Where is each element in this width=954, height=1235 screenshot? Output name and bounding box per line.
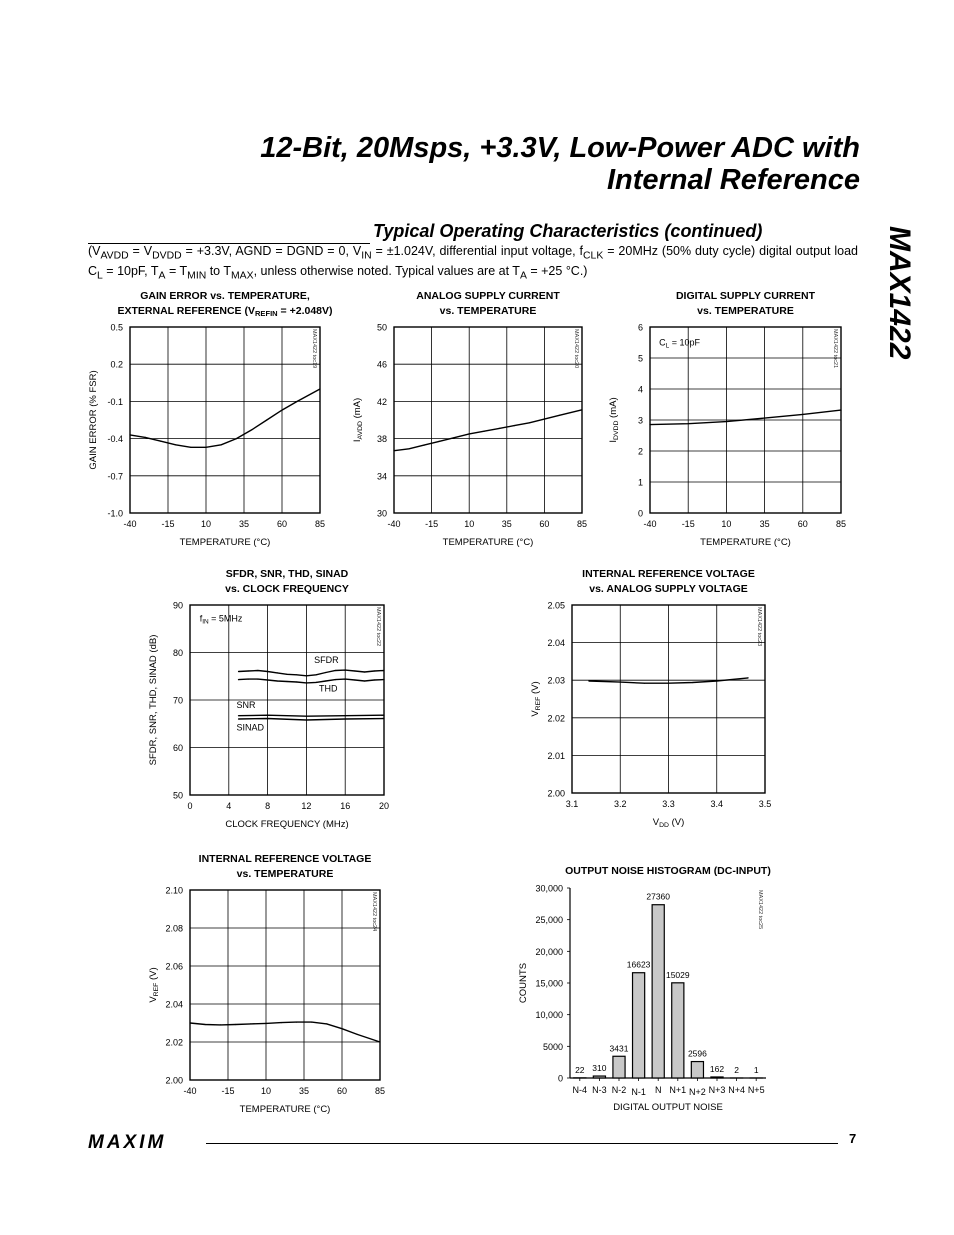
- x-axis-label: CLOCK FREQUENCY (MHz): [225, 819, 349, 830]
- histogram-bar: [711, 1077, 723, 1078]
- bar-value-label: 27360: [646, 891, 671, 902]
- data-point: [335, 670, 336, 671]
- data-point: [248, 679, 249, 680]
- y-tick-label: 3: [637, 415, 643, 426]
- x-tick-label: 35: [298, 1086, 310, 1096]
- y-axis-label: SFDR, SNR, THD, SINAD (dB): [148, 634, 159, 766]
- data-point: [424, 445, 425, 446]
- chart-annotation: $C_L = 10pF$: [659, 337, 701, 350]
- data-point: [238, 718, 239, 719]
- chart-title: INTERNAL REFERENCE VOLTAGE: [198, 853, 372, 865]
- x-tick-label: 85: [576, 519, 588, 529]
- x-tick-label: 10: [464, 519, 475, 529]
- y-tick-label: 5000: [542, 1041, 563, 1052]
- data-point: [257, 679, 258, 680]
- y-tick-label: 2.08: [165, 923, 183, 934]
- data-point: [306, 675, 307, 676]
- bar-value-label: 1: [753, 1064, 759, 1075]
- chart-title: vs. TEMPERATURE: [236, 868, 334, 880]
- chart-watermark: MAX1422 toc22: [375, 607, 381, 647]
- histogram-bar: [633, 973, 645, 1078]
- y-tick-label: 2.00: [165, 1075, 183, 1086]
- y-tick-label: 1: [637, 477, 643, 488]
- data-point: [383, 715, 384, 716]
- x-axis-label: $V_{DD}$ (V): [652, 817, 685, 829]
- data-point: [544, 419, 545, 420]
- series-line: [239, 715, 385, 716]
- x-tick-label: N+1: [669, 1085, 687, 1095]
- bar-value-label: 3431: [609, 1043, 629, 1054]
- data-point: [354, 679, 355, 680]
- series-line: [239, 670, 385, 676]
- page-number: 7: [849, 1131, 857, 1146]
- chart-watermark: MAX1422 toc19: [311, 329, 317, 369]
- data-point: [325, 672, 326, 673]
- x-tick-label: 35: [238, 519, 250, 529]
- y-tick-label: 2: [637, 446, 643, 457]
- data-point: [316, 674, 317, 675]
- y-tick-label: 34: [376, 471, 387, 482]
- chart-watermark: MAX1422 toc25: [757, 890, 763, 930]
- y-tick-label: 80: [172, 648, 183, 658]
- data-point: [840, 410, 841, 411]
- y-tick-label: 5: [637, 353, 643, 364]
- svg-text:MAXIM: MAXIM: [88, 1133, 167, 1151]
- data-point: [286, 674, 287, 675]
- data-point: [484, 431, 485, 432]
- data-point: [345, 718, 346, 719]
- y-tick-label: 90: [172, 600, 183, 611]
- chart-watermark: MAX1422 toc20: [573, 329, 579, 369]
- histogram-bar: [613, 1056, 625, 1078]
- chart-title: vs. ANALOG SUPPLY VOLTAGE: [589, 583, 748, 595]
- x-tick-label: 3.3: [662, 799, 675, 809]
- x-tick-label: 60: [276, 519, 288, 529]
- x-tick-label: N: [654, 1085, 662, 1095]
- x-tick-label: -15: [425, 519, 439, 529]
- y-tick-label: 30,000: [535, 883, 563, 894]
- x-tick-label: N+5: [747, 1085, 765, 1095]
- x-tick-label: 16: [340, 801, 351, 811]
- part-number: MAX1422: [883, 226, 916, 360]
- y-tick-label: 38: [376, 434, 387, 445]
- y-tick-label: 2.06: [165, 961, 183, 972]
- data-point: [238, 715, 239, 716]
- bar-value-label: 310: [592, 1063, 607, 1074]
- data-point: [190, 447, 191, 448]
- x-tick-label: 85: [374, 1086, 386, 1096]
- x-tick-label: 20: [378, 801, 390, 811]
- y-tick-label: 10,000: [535, 1010, 563, 1021]
- data-point: [266, 419, 267, 420]
- x-tick-label: -40: [387, 519, 401, 529]
- x-axis-label: DIGITAL OUTPUT NOISE: [613, 1102, 723, 1113]
- y-tick-label: 2.05: [547, 600, 565, 611]
- data-point: [668, 683, 669, 684]
- x-tick-label: 10: [260, 1086, 272, 1096]
- data-point: [306, 682, 307, 683]
- data-point: [454, 437, 455, 438]
- x-tick-label: N+2: [689, 1087, 706, 1097]
- data-point: [248, 670, 249, 671]
- y-tick-label: 2.00: [547, 788, 565, 799]
- data-point: [281, 410, 282, 411]
- chart-annotation: SFDR: [314, 654, 339, 665]
- x-axis-label: TEMPERATURE (°C): [179, 537, 271, 548]
- y-tick-label: 70: [172, 695, 183, 706]
- part-number-tab: [876, 226, 916, 386]
- x-tick-label: N-2: [611, 1085, 627, 1095]
- x-tick-label: N+4: [728, 1085, 745, 1095]
- title-line-1: 12-Bit, 20Msps, +3.3V, Low-Power ADC with: [260, 132, 860, 164]
- data-point: [383, 670, 384, 671]
- x-tick-label: -15: [221, 1086, 235, 1096]
- y-tick-label: 60: [172, 743, 183, 753]
- y-tick-label: 6: [637, 322, 643, 333]
- x-tick-label: 35: [759, 519, 770, 529]
- data-point: [345, 715, 346, 716]
- y-tick-label: 0: [557, 1073, 563, 1084]
- series-line: [190, 1022, 380, 1042]
- x-tick-label: 10: [721, 519, 732, 529]
- data-point: [335, 679, 336, 680]
- y-tick-label: -1.0: [107, 508, 123, 519]
- y-axis-label: GAIN ERROR (% FSR): [88, 370, 99, 470]
- chart-annotation: $f_{IN} = 5MHz$: [199, 613, 243, 626]
- data-point: [325, 680, 326, 681]
- plot-frame: [130, 327, 320, 513]
- y-axis-label: COUNTS: [518, 962, 529, 1004]
- section-title: Typical Operating Characteristics (continued): [373, 221, 763, 241]
- maxim-logo: [88, 1133, 198, 1151]
- chart-title: OUTPUT NOISE HISTOGRAM (DC-INPUT): [565, 865, 771, 877]
- data-point: [379, 1041, 380, 1042]
- y-tick-label: 0: [637, 508, 643, 519]
- data-point: [802, 414, 803, 415]
- x-tick-label: -40: [183, 1086, 197, 1096]
- y-tick-label: 0.5: [110, 322, 123, 333]
- chart-noise-histogram: [512, 862, 782, 1118]
- chart-annotation: SINAD: [236, 722, 265, 733]
- data-point: [393, 450, 394, 451]
- data-point: [588, 680, 589, 681]
- test-conditions: ($V_{AVDD} = V_{DVDD} = +3.3V$, AGND = DGND = 0, $V_{IN} = \pm 1.024V$, differential input voltage, $f_{CLK} = 20MHz$ (50% duty cycle) digital output load $C_L = 10pF$, $T_A = T_{MIN}$ to $T_{MAX}$, unless otherwise noted. Typical values are at $T_A = +25$ °C.): [88, 244, 859, 281]
- chart-analog-supply-current: [344, 285, 602, 553]
- y-tick-label: 2.10: [165, 885, 183, 896]
- data-point: [620, 682, 621, 683]
- data-point: [341, 1028, 342, 1029]
- x-tick-label: -15: [681, 519, 695, 529]
- y-tick-label: 15,000: [535, 978, 563, 989]
- data-point: [354, 670, 355, 671]
- data-point: [374, 670, 375, 671]
- y-tick-label: 4: [637, 384, 643, 395]
- chart-annotation: THD: [319, 683, 338, 694]
- y-tick-label: 50: [172, 790, 183, 801]
- x-tick-label: 60: [336, 1086, 348, 1096]
- data-point: [160, 441, 161, 442]
- series-line: [650, 410, 841, 425]
- y-tick-label: 2.03: [547, 675, 565, 686]
- y-tick-label: 25,000: [535, 915, 563, 926]
- data-point: [649, 424, 650, 425]
- data-point: [238, 671, 239, 672]
- data-point: [277, 680, 278, 681]
- x-tick-label: 8: [265, 801, 271, 811]
- y-tick-label: -0.7: [107, 471, 123, 482]
- x-tick-label: -40: [123, 519, 137, 529]
- data-point: [383, 718, 384, 719]
- data-point: [205, 447, 206, 448]
- title-line-2: Internal Reference: [606, 164, 860, 196]
- x-tick-label: 12: [301, 801, 312, 811]
- data-point: [205, 1024, 206, 1025]
- data-point: [499, 428, 500, 429]
- y-tick-label: -0.4: [107, 434, 123, 445]
- data-point: [220, 1024, 221, 1025]
- chart-title: ANALOG SUPPLY CURRENT: [416, 290, 560, 302]
- chart-vref-vs-supply: [512, 563, 782, 833]
- y-tick-label: 2.04: [547, 638, 565, 649]
- data-point: [439, 441, 440, 442]
- bar-value-label: 15029: [665, 969, 690, 980]
- data-point: [345, 670, 346, 671]
- data-point: [238, 679, 239, 680]
- chart-digital-supply-current: [602, 285, 860, 553]
- x-tick-label: N-3: [592, 1085, 607, 1095]
- bar-value-label: 2: [734, 1064, 739, 1075]
- y-axis-label: $V_{REF}$ (V): [530, 681, 542, 717]
- chart-dynamic-performance: [140, 563, 400, 833]
- x-axis-label: TEMPERATURE (°C): [700, 537, 791, 548]
- x-tick-label: 3.4: [710, 799, 724, 809]
- x-axis-label: TEMPERATURE (°C): [239, 1104, 331, 1115]
- data-point: [267, 671, 268, 672]
- data-point: [319, 388, 320, 389]
- x-tick-label: 35: [501, 519, 512, 529]
- data-point: [316, 682, 317, 683]
- y-tick-label: 50: [376, 322, 387, 333]
- y-tick-label: 42: [376, 396, 387, 407]
- data-point: [297, 401, 298, 402]
- chart-vref-vs-temperature: [140, 848, 400, 1118]
- data-point: [716, 680, 717, 681]
- bar-value-label: 162: [709, 1063, 725, 1074]
- data-point: [306, 719, 307, 720]
- data-point: [296, 1022, 297, 1023]
- chart-title: DIGITAL SUPPLY CURRENT: [675, 290, 816, 302]
- chart-title: SFDR, SNR, THD, SINAD: [225, 568, 349, 580]
- chart-watermark: MAX1422 toc23: [756, 607, 762, 647]
- data-point: [306, 716, 307, 717]
- data-point: [281, 1022, 282, 1023]
- data-point: [364, 680, 365, 681]
- y-tick-label: 20,000: [535, 946, 563, 957]
- data-point: [296, 681, 297, 682]
- y-axis-label: $I_{AVDD}$ (mA): [352, 397, 364, 443]
- x-tick-label: -15: [161, 519, 175, 529]
- data-point: [529, 422, 530, 423]
- data-point: [267, 715, 268, 716]
- chart-title: vs. CLOCK FREQUENCY: [225, 583, 349, 595]
- y-tick-label: -0.1: [107, 396, 123, 407]
- data-point: [175, 444, 176, 445]
- data-point: [145, 437, 146, 438]
- data-point: [296, 674, 297, 675]
- data-point: [364, 671, 365, 672]
- series-line: [239, 679, 385, 683]
- x-tick-label: N-4: [572, 1085, 588, 1095]
- chart-watermark: MAX1422 toc24: [371, 892, 377, 932]
- data-point: [469, 433, 470, 434]
- chart-gain-error: [86, 285, 336, 553]
- chart-title: EXTERNAL REFERENCE (VREFIN = +2.048V): [117, 305, 333, 318]
- chart-title: vs. TEMPERATURE: [439, 305, 537, 317]
- data-point: [764, 418, 765, 419]
- data-point: [383, 679, 384, 680]
- x-tick-label: 3.1: [565, 799, 579, 809]
- data-point: [267, 718, 268, 719]
- data-point: [374, 679, 375, 680]
- x-tick-label: 85: [835, 519, 847, 529]
- histogram-bar: [691, 1062, 703, 1078]
- data-point: [236, 438, 237, 439]
- data-point: [692, 682, 693, 683]
- data-point: [235, 1024, 236, 1025]
- chart-title: INTERNAL REFERENCE VOLTAGE: [582, 568, 755, 580]
- x-tick-label: 60: [797, 519, 808, 529]
- y-tick-label: 46: [376, 359, 387, 370]
- data-point: [129, 434, 130, 435]
- bar-value-label: 2596: [687, 1048, 707, 1059]
- y-tick-label: 2.04: [165, 999, 183, 1010]
- data-point: [357, 1034, 358, 1035]
- chart-title: GAIN ERROR vs. TEMPERATURE,: [140, 290, 310, 302]
- data-point: [559, 415, 560, 416]
- data-point: [189, 1022, 190, 1023]
- y-tick-label: 2.02: [547, 713, 565, 724]
- x-tick-label: 4: [226, 801, 232, 811]
- data-point: [726, 421, 727, 422]
- x-tick-label: 85: [314, 519, 326, 529]
- x-tick-label: -40: [643, 519, 657, 529]
- data-point: [748, 677, 749, 678]
- data-point: [345, 679, 346, 680]
- y-tick-label: 2.02: [165, 1037, 183, 1048]
- x-tick-label: 60: [539, 519, 550, 529]
- histogram-bar: [652, 905, 664, 1078]
- y-axis-label: $I_{DVDD}$ (mA): [608, 397, 620, 443]
- data-point: [251, 429, 252, 430]
- data-point: [250, 1023, 251, 1024]
- data-point: [221, 444, 222, 445]
- plot-frame: [394, 327, 582, 513]
- x-tick-label: N+3: [708, 1085, 726, 1095]
- x-tick-label: 3.5: [758, 799, 772, 809]
- y-tick-label: 2.01: [547, 750, 565, 761]
- data-point: [277, 672, 278, 673]
- data-point: [514, 425, 515, 426]
- data-point: [286, 681, 287, 682]
- data-point: [408, 448, 409, 449]
- histogram-bar: [672, 983, 684, 1078]
- chart-title: vs. TEMPERATURE: [697, 305, 794, 317]
- series-line: [239, 719, 385, 721]
- series-line: [394, 410, 582, 451]
- data-point: [257, 670, 258, 671]
- document-title: [260, 132, 860, 196]
- data-point: [326, 1023, 327, 1024]
- x-tick-label: 0: [187, 801, 193, 811]
- chart-watermark: MAX1422 toc21: [832, 329, 838, 369]
- histogram-bar: [593, 1076, 605, 1078]
- data-point: [267, 679, 268, 680]
- x-tick-label: N-1: [631, 1087, 646, 1097]
- y-tick-label: 0.2: [110, 359, 123, 370]
- bar-value-label: 22: [575, 1064, 585, 1075]
- y-tick-label: 30: [376, 508, 387, 519]
- data-point: [644, 683, 645, 684]
- y-axis-label: $V_{REF}$ (V): [148, 967, 160, 1003]
- data-point: [265, 1023, 266, 1024]
- x-tick-label: 3.2: [613, 799, 627, 809]
- data-point: [311, 1022, 312, 1023]
- x-tick-label: 10: [200, 519, 212, 529]
- x-axis-label: TEMPERATURE (°C): [442, 537, 534, 548]
- bar-value-label: 16623: [626, 959, 651, 970]
- data-point: [581, 409, 582, 410]
- chart-annotation: SNR: [236, 700, 256, 711]
- footer-rule: [206, 1143, 838, 1144]
- data-point: [688, 423, 689, 424]
- plot-frame: [190, 890, 380, 1080]
